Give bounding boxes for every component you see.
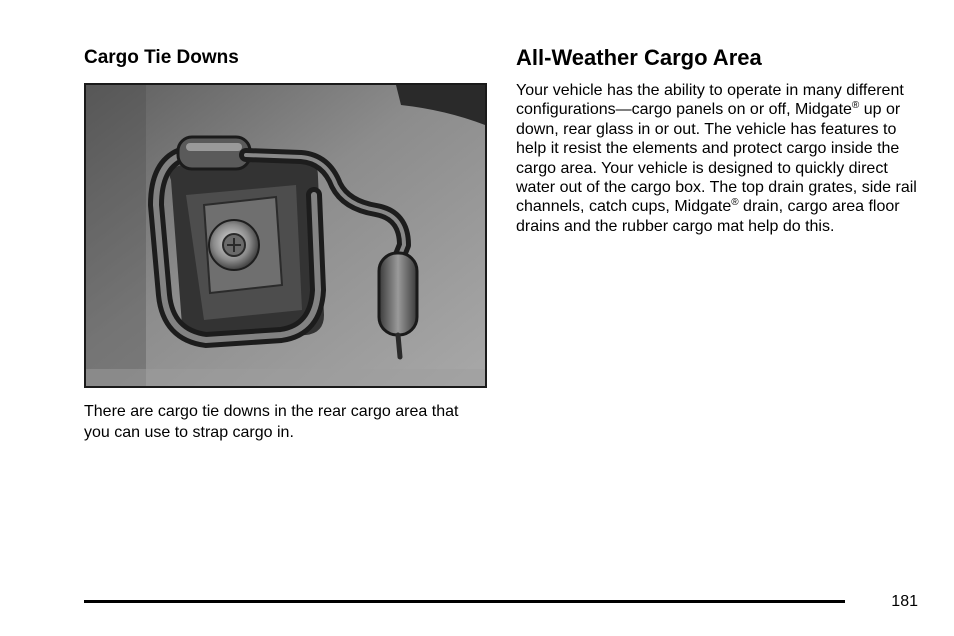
right-column (516, 44, 918, 236)
section-heading-cargo-tie-downs: Cargo Tie Downs (84, 47, 239, 68)
footer-rule (84, 600, 845, 603)
left-column (84, 44, 488, 443)
cargo-tie-down-photo (84, 83, 487, 388)
all-weather-paragraph (516, 81, 918, 236)
paragraph-part-1: Your vehicle has the ability to operate in many different configurations—cargo panels on or off, Midgate (516, 82, 904, 119)
section-heading-all-weather-cargo-area: All-Weather Cargo Area (516, 45, 762, 70)
tie-down-illustration (86, 85, 485, 386)
registered-mark: ® (731, 197, 739, 209)
paragraph-part-3: drain, cargo area floor drains and the rubber cargo mat help do this. (516, 198, 900, 235)
registered-mark: ® (851, 100, 860, 112)
paragraph-part-2: up or down, rear glass in or out. The vehicle has features to help it resist the elements and protect cargo inside the cargo area. Your vehicle is designed to quickly direct water out of the cargo box. The top drain grates, side rail channels, catch cups, Midgate (516, 101, 917, 216)
tie-down-caption: There are cargo tie downs in the rear cargo area that you can use to strap cargo in. (84, 403, 459, 441)
page-number: 181 (891, 593, 918, 610)
